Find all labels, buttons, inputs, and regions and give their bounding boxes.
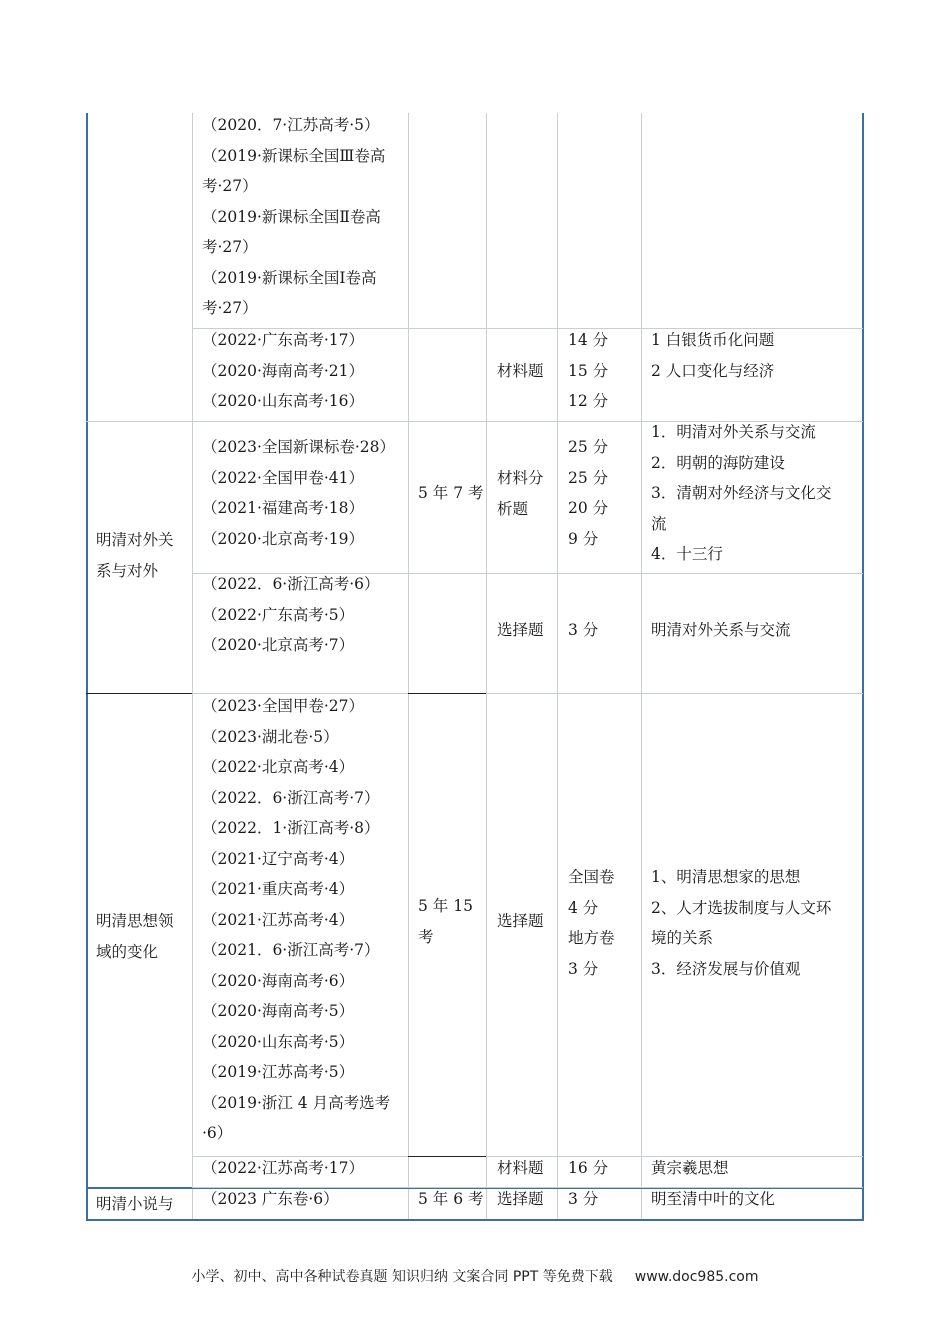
r7-sources: （2023 广东卷·6） [202, 1190, 339, 1208]
footer-text: 小学、初中、高中各种试卷真题 知识归纳 文案合同 PPT 等免费下载 [191, 1269, 613, 1285]
r1-sources: （2020．7·江苏高考·5） （2019·新课标全国Ⅲ卷高 考·27） （2019·新课标全国Ⅱ卷高 考·27） （2019·新课标全国Ⅰ卷高 考·27） [202, 116, 386, 317]
r5-scores: 全国卷 4 分 地方卷 3 分 [568, 868, 615, 978]
r5-sources: （2023·全国甲卷·27） （2023·湖北卷·5） （2022·北京高考·4） （2022．6·浙江高考·7） （2022．1·浙江高考·8） （2021·辽宁高考·4） （2021·重庆高考·4） （2021·江苏高考·4） （2021．6·浙江高考·7） （2020·海南高考·6） （2020·海南高考·5） （2020·山东高考·5） （2019·江苏高考·5） （2019·浙江 4 月高考选考 ·6） [202, 697, 391, 1142]
r5-points: 1、明清思想家的思想 2、人才选拔制度与人文环 境的关系 3．经济发展与价值观 [651, 868, 832, 978]
r7-points: 明至清中叶的文化 [651, 1190, 776, 1208]
r5-type: 选择题 [497, 912, 544, 930]
r3-sources: （2023·全国新课标卷·28） （2022·全国甲卷·41） （2021·福建高考·18） （2020·北京高考·19） [202, 438, 396, 548]
r5-topic: 明清思想领 域的变化 [96, 912, 174, 961]
col-divider [641, 113, 642, 1221]
r6-type: 材料题 [497, 1159, 544, 1177]
r4-sources: （2022．6·浙江高考·6） （2022·广东高考·5） （2020·北京高考·7） [202, 575, 380, 654]
r2-scores: 14 分 15 分 12 分 [568, 331, 609, 410]
r7-type: 选择题 [497, 1190, 544, 1208]
row-divider [486, 693, 863, 694]
r6-sources: （2022·江苏高考·17） [202, 1159, 365, 1177]
table-border-bottom [86, 1219, 863, 1221]
r5-frequency: 5 年 15 考 [418, 897, 473, 946]
r3-scores: 25 分 25 分 20 分 9 分 [568, 438, 609, 548]
footer-site-link[interactable]: www.doc985.com [634, 1269, 759, 1285]
row-divider [408, 1156, 486, 1157]
col-divider [557, 113, 558, 1221]
table-border-right [862, 113, 864, 1221]
r6-points: 黄宗羲思想 [651, 1159, 729, 1177]
table-border-left [86, 113, 88, 1221]
r7-topic: 明清小说与 [96, 1195, 174, 1213]
col-divider [192, 113, 193, 1221]
r3-frequency: 5 年 7 考 [418, 484, 484, 502]
r2-sources: （2022·广东高考·17） （2020·海南高考·21） （2020·山东高考·16） [202, 331, 365, 410]
col-divider [408, 113, 409, 1221]
r7-frequency: 5 年 6 考 [418, 1190, 484, 1208]
page-footer [0, 1266, 950, 1286]
r2-points: 1 白银货币化问题 2 人口变化与经济 [651, 331, 775, 380]
col-divider [486, 113, 487, 1221]
row-divider [86, 693, 192, 694]
r4-scores: 3 分 [568, 621, 599, 639]
r2-type: 材料题 [497, 362, 544, 380]
r4-type: 选择题 [497, 621, 544, 639]
row-divider [408, 693, 486, 694]
r3-topic: 明清对外关 系与对外 [96, 531, 174, 580]
r7-scores: 3 分 [568, 1190, 599, 1208]
r3-type: 材料分 析题 [497, 469, 544, 518]
r4-points: 明清对外关系与交流 [651, 621, 791, 639]
r3-points: 1．明清对外关系与交流 2．明朝的海防建设 3．清朝对外经济与文化交 流 4．十三行 [651, 423, 832, 563]
r6-scores: 16 分 [568, 1159, 609, 1177]
